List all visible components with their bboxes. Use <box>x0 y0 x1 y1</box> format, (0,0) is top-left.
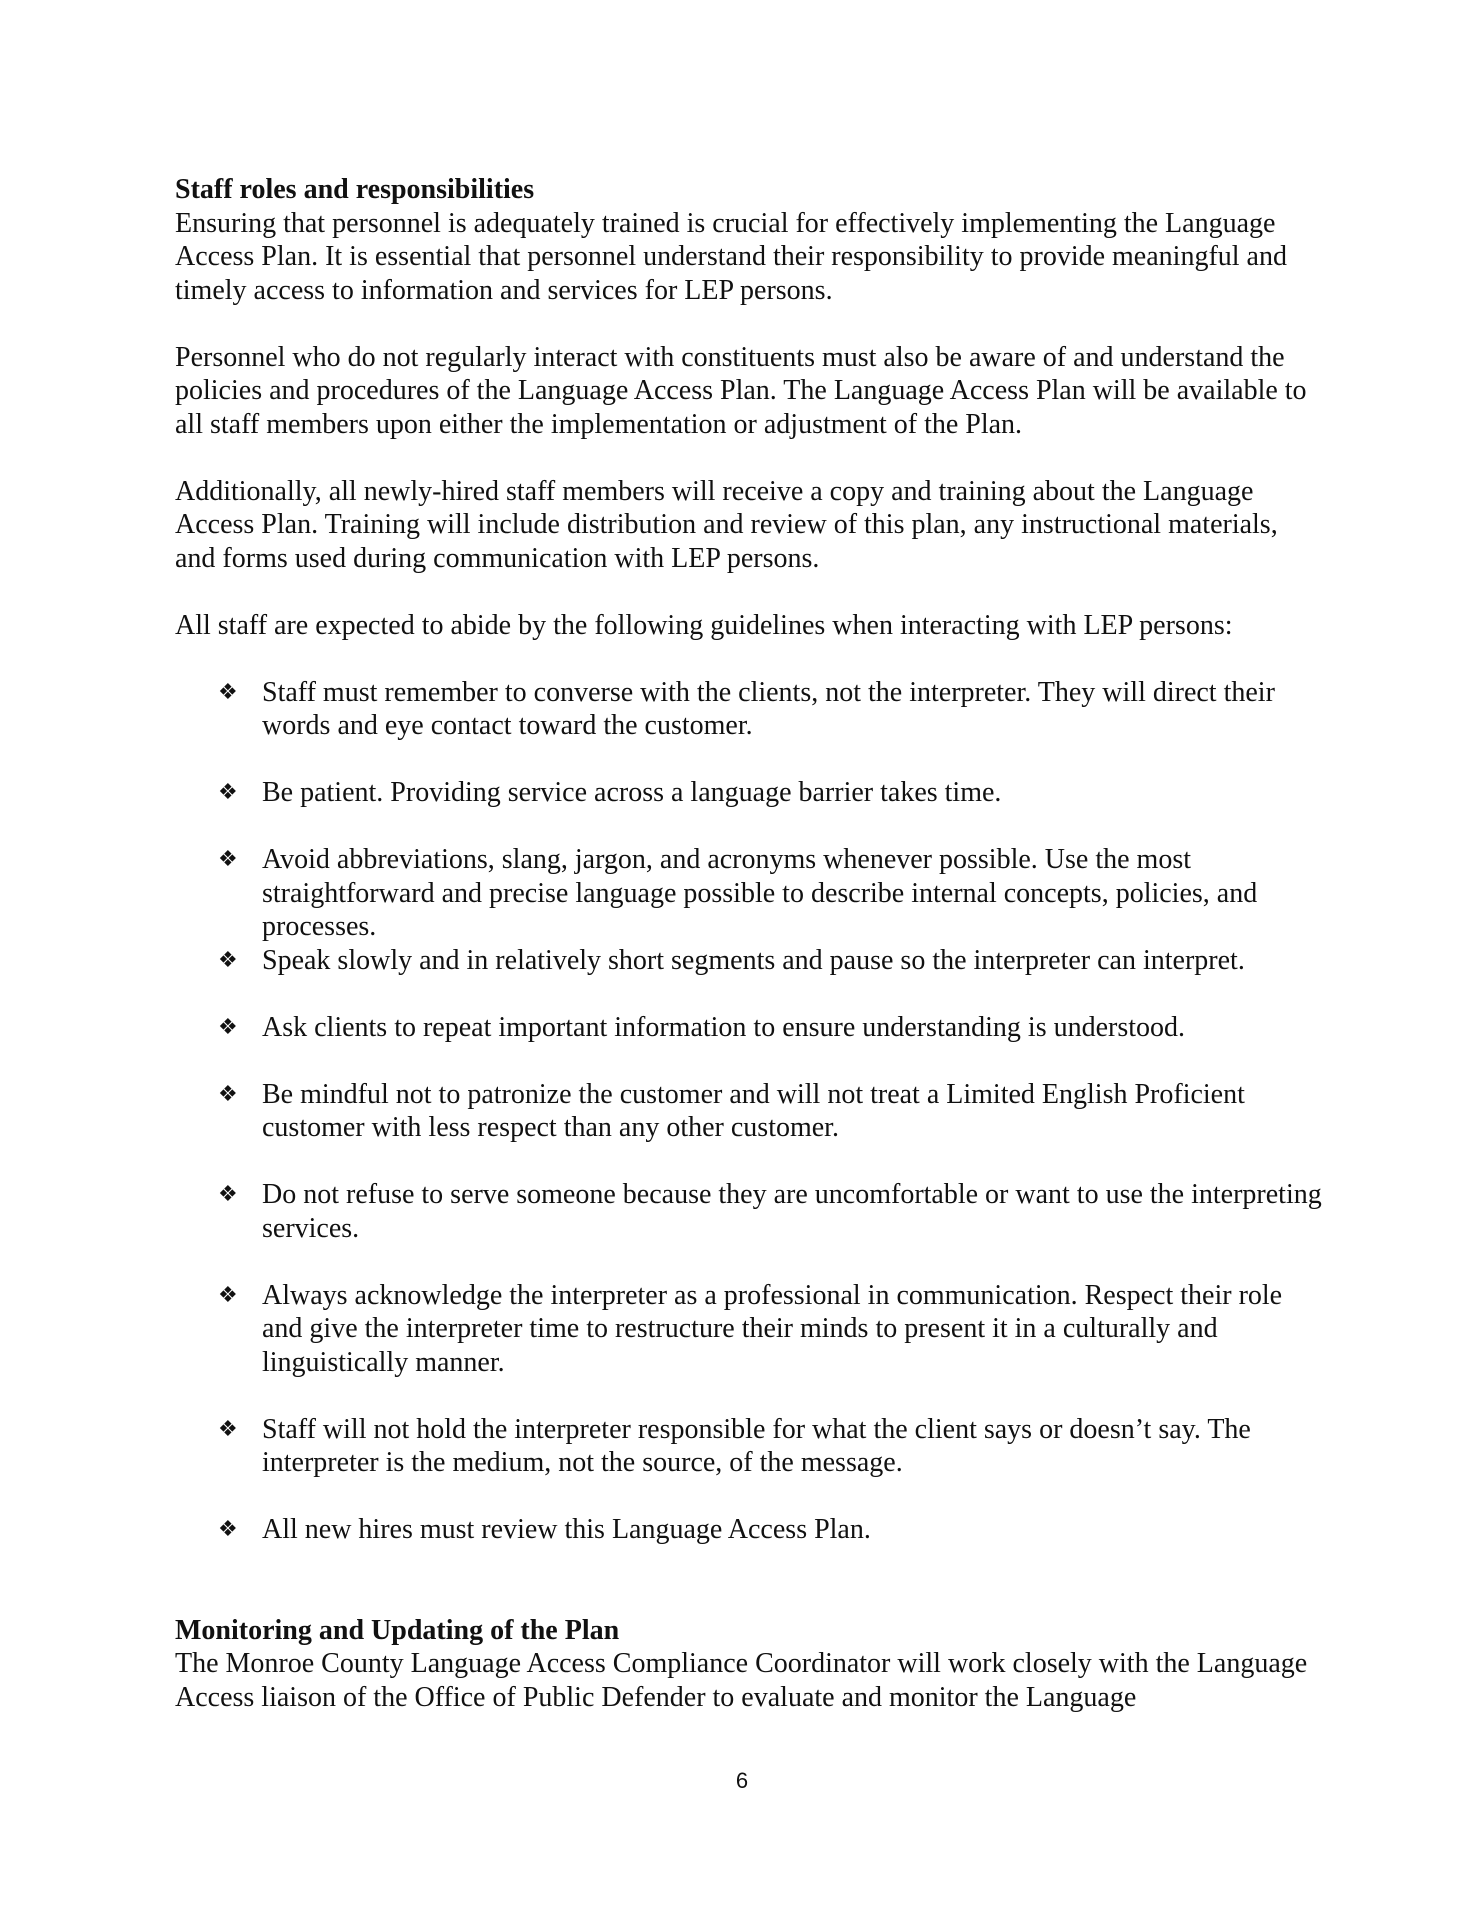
list-item-text: Ask clients to repeat important information to ensure understanding is understood. <box>262 1011 1186 1043</box>
list-item-text: Avoid abbreviations, slang, jargon, and acronyms whenever possible. Use the most straightforward and precise language possible to describe internal concepts, policies, and processes. <box>262 844 1258 942</box>
section-spacer <box>175 1547 1325 1614</box>
list-item-text: All new hires must review this Language Access Plan. <box>262 1514 871 1545</box>
list-item <box>175 1513 1325 1547</box>
list-item <box>175 676 1325 743</box>
list-item <box>175 1413 1325 1480</box>
paragraph-training: Ensuring that personnel is adequately trained is crucial for effectively implementing the Language Access Plan. It is essential that personnel understand their responsibility to provide meaningful and timely access to information and services for LEP persons. <box>175 207 1287 306</box>
diamond-bullet-icon: ❖ <box>218 679 238 705</box>
diamond-bullet-icon: ❖ <box>218 847 238 872</box>
list-item-text: Speak slowly and in relatively short segments and pause so the interpreter can interpret. <box>262 944 1245 976</box>
diamond-bullet-icon: ❖ <box>218 947 238 973</box>
list-item-text: Be patient. Providing service across a language barrier takes time. <box>262 777 1002 808</box>
list-item <box>175 1011 1325 1045</box>
guidelines-list <box>175 676 1325 1547</box>
list-item <box>175 843 1325 944</box>
list-item <box>175 776 1325 810</box>
paragraph-personnel: Personnel who do not regularly interact with constituents must also be aware of and understand the policies and procedures of the Language Access Plan. The Language Access Plan will be available to all staff members upon either the implementation or adjustment of the Plan. <box>175 341 1307 440</box>
paragraph-guidelines-intro: All staff are expected to abide by the following guidelines when interacting with LEP persons: <box>175 609 1233 641</box>
diamond-bullet-icon: ❖ <box>218 1416 238 1442</box>
paragraph-new-hires: Additionally, all newly-hired staff members will receive a copy and training about the Language Access Plan. Training will include distribution and review of this plan, any instructional materials, and forms used during communication with LEP persons. <box>175 475 1278 574</box>
list-item <box>175 1078 1325 1145</box>
list-item <box>175 1279 1325 1380</box>
list-item-text: Staff must remember to converse with the clients, not the interpreter. They will direct their words and eye contact toward the customer. <box>262 676 1275 741</box>
diamond-bullet-icon: ❖ <box>218 780 238 805</box>
diamond-bullet-icon: ❖ <box>218 1517 238 1542</box>
diamond-bullet-icon: ❖ <box>218 1014 238 1040</box>
list-item-text: Do not refuse to serve someone because they are uncomfortable or want to use the interpreting services. <box>262 1179 1322 1244</box>
list-item-text: Always acknowledge the interpreter as a professional in communication. Respect their role and give the interpreter time to restructure their minds to present it in a culturally and linguistically manner. <box>262 1279 1283 1378</box>
list-item-text: Staff will not hold the interpreter responsible for what the client says or doesn’t say. The interpreter is the medium, not the source, of the message. <box>262 1413 1251 1478</box>
page-content <box>175 173 1325 1714</box>
list-item-text: Be mindful not to patronize the customer and will not treat a Limited English Proficient customer with less respect than any other customer. <box>262 1078 1245 1143</box>
section-heading-staff-roles: Staff roles and responsibilities <box>175 174 535 205</box>
diamond-bullet-icon: ❖ <box>218 1081 238 1107</box>
diamond-bullet-icon: ❖ <box>218 1282 238 1308</box>
list-item <box>175 1178 1325 1245</box>
page-number: 6 <box>735 1768 749 1793</box>
diamond-bullet-icon: ❖ <box>218 1182 238 1207</box>
paragraph-monitoring: The Monroe County Language Access Compliance Coordinator will work closely with the Language Access liaison of the Office of Public Defender to evaluate and monitor the Language <box>175 1648 1308 1713</box>
list-item <box>175 944 1325 978</box>
section-heading-monitoring: Monitoring and Updating of the Plan <box>175 1614 620 1646</box>
